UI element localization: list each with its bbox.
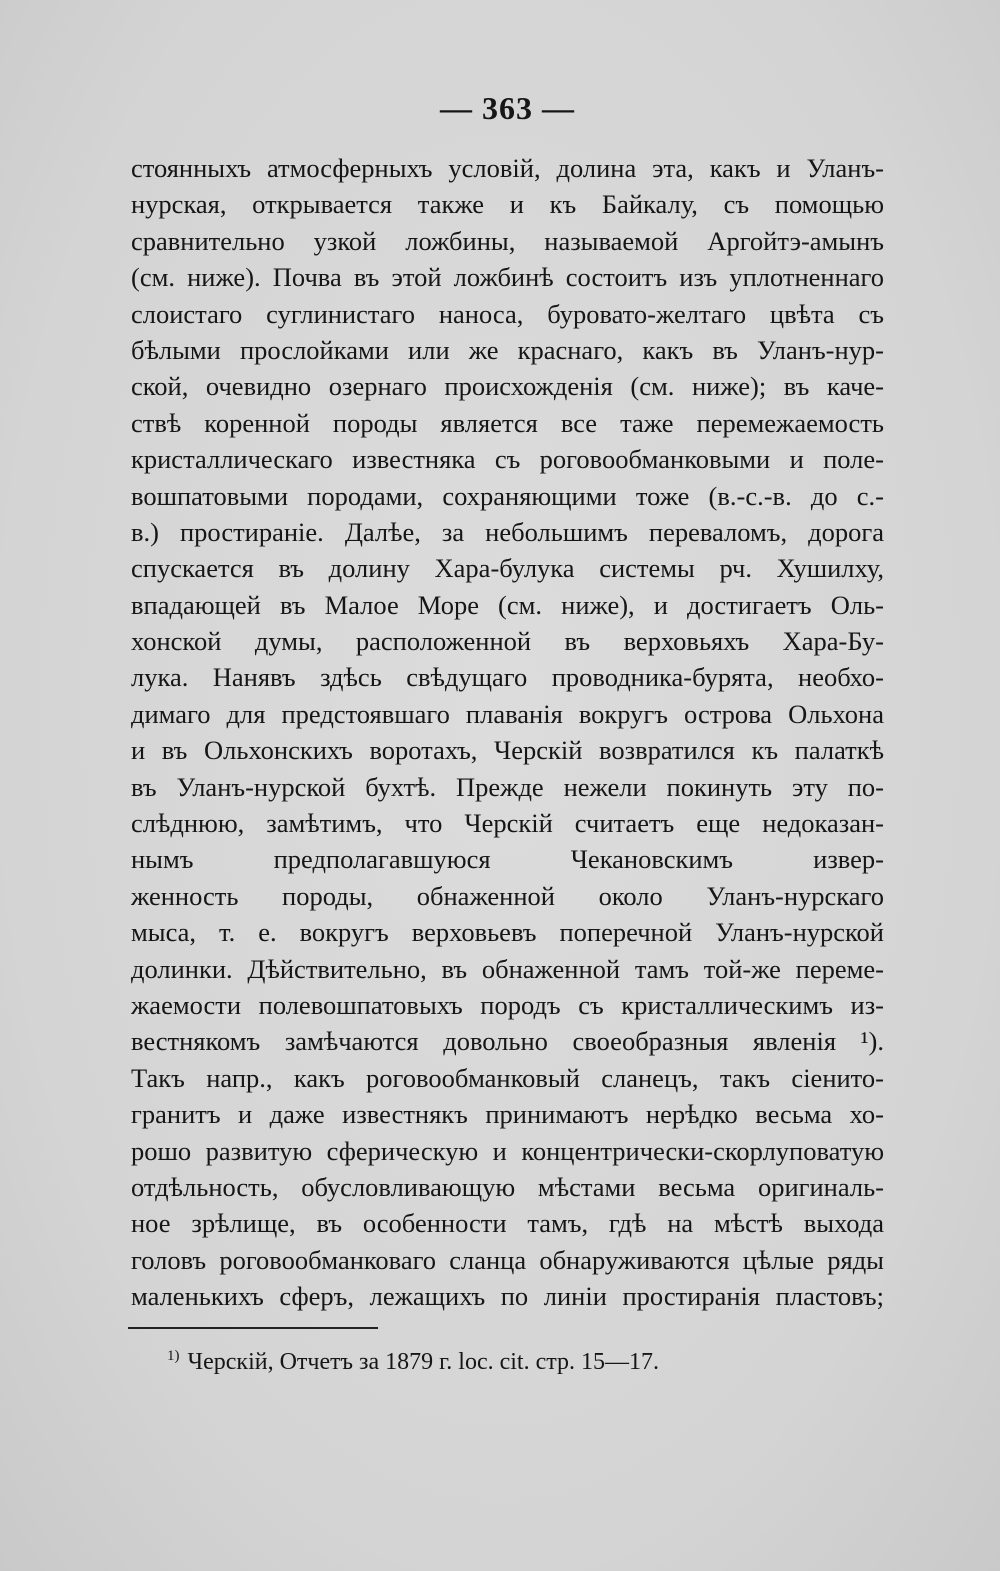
text-line: стоянныхъ атмосферныхъ условій, долина эта, какъ и Уланъ- [131, 153, 884, 183]
text-line: рошо развитую сферическую и концентрически-скорлуповатую [131, 1135, 884, 1166]
text-line: въ Уланъ-нурской бухтѣ. Прежде нежели покинуть эту по- [131, 771, 884, 802]
text-line: отдѣльность, обусловливающую мѣстами весьма оригиналь- [131, 1171, 884, 1202]
text-line: вошпатовыми породами, сохраняющими тоже (в.-с.-в. до с.- [131, 480, 884, 511]
text-line: Такъ напр., какъ роговообманковый сланецъ, такъ сіенито- [131, 1062, 884, 1093]
text-line: гранитъ и даже известнякъ принимаютъ нерѣдко весьма хо- [131, 1099, 884, 1130]
text-line: маленькихъ сферъ, лежащихъ по линіи простиранія пластовъ; [131, 1281, 884, 1312]
text-line: в.) простираніе. Далѣе, за небольшимъ переваломъ, дорога [131, 516, 884, 547]
text-line: вестнякомъ замѣчаются довольно своеобразныя явленія ¹). [131, 1026, 884, 1057]
page-number: — 363 — [440, 90, 575, 126]
text-line: димаго для предстоявшаго плаванія вокругъ острова Ольхона [131, 698, 884, 729]
text-line: нурская, открывается также и къ Байкалу, съ помощью [131, 189, 884, 220]
text-line: и въ Ольхонскихъ воротахъ, Черскій возвратился къ палаткѣ [131, 735, 884, 766]
text-line: женность породы, обнаженной около Уланъ-нурскаго [131, 880, 884, 911]
text-line: нымъ предполагавшуюся Чекановскимъ извер- [131, 844, 884, 875]
footnote [167, 1345, 884, 1379]
text-line: жаемости полевошпатовыхъ породъ съ кристаллическимъ из- [131, 989, 884, 1020]
text-line: хонской думы, расположенной въ верховьяхъ Хара-Бу- [131, 626, 884, 657]
text-line: ской, очевидно озернаго происхожденія (см. ниже); въ каче- [131, 371, 884, 402]
text-line: лука. Нанявъ здѣсь свѣдущаго проводника-бурята, необхо- [131, 662, 884, 693]
text-line: спускается въ долину Хара-булука системы рч. Хушилху, [131, 553, 884, 584]
footnote-marker: 1) [167, 1347, 180, 1364]
text-line: слоистаго суглинистаго наноса, буровато-желтаго цвѣта съ [131, 298, 884, 329]
text-line: слѣднюю, замѣтимъ, что Черскій считаетъ еще недоказан- [131, 808, 884, 839]
text-line: мыса, т. е. вокругъ верховьевъ поперечной Уланъ-нурской [131, 917, 884, 948]
text-line: ное зрѣлище, въ особенности тамъ, гдѣ на мѣстѣ выхода [131, 1208, 884, 1239]
text-line: кристаллическаго известняка съ роговообманковыми и поле- [131, 444, 884, 475]
text-line: долинки. Дѣйствительно, въ обнаженной тамъ той-же переме- [131, 953, 884, 984]
text-line: бѣлыми прослойками или же краснаго, какъ въ Уланъ-нур- [131, 334, 884, 365]
text-line: головъ роговообманковаго сланца обнаруживаются цѣлые ряды [131, 1244, 884, 1275]
footnote-text: Черскій, Отчетъ за 1879 г. loc. cit. стр. 15—17. [187, 1348, 660, 1375]
text-line: ствѣ коренной породы является все таже перемежаемость [131, 407, 884, 438]
footnote-divider [128, 1327, 378, 1329]
body-text [131, 150, 884, 1315]
text-line: сравнительно узкой ложбины, называемой Аргойтэ-амынъ [131, 225, 884, 256]
text-line: (см. ниже). Почва въ этой ложбинѣ состоитъ изъ уплотненнаго [131, 262, 884, 293]
text-line: впадающей въ Малое Море (см. ниже), и достигаетъ Оль- [131, 589, 884, 620]
